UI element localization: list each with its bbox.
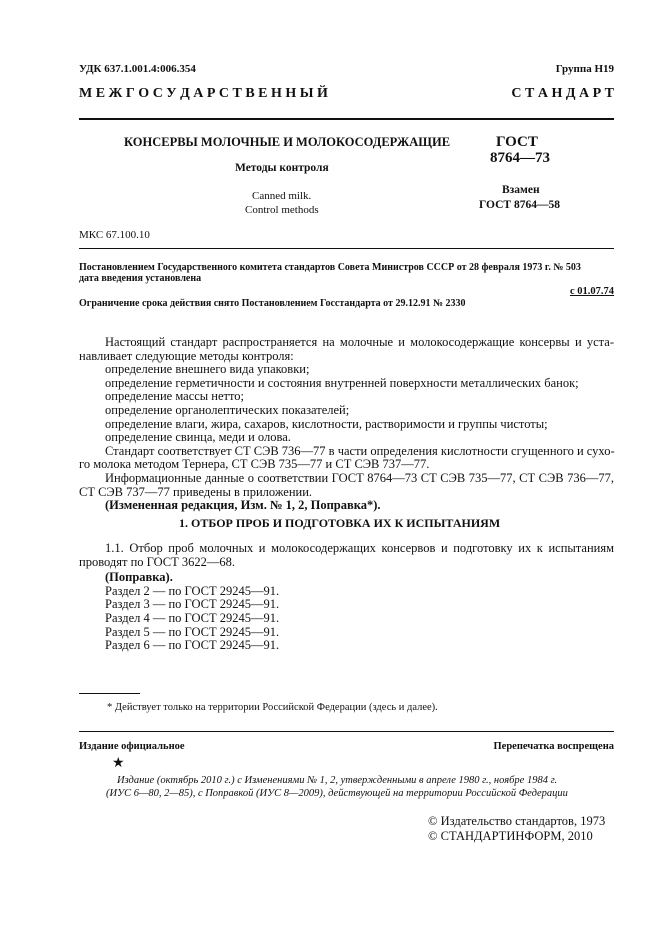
restriction-note: Ограничение срока действия снято Постановлением Госстандарта от 29.12.91 № 2330 bbox=[79, 298, 466, 309]
method-item: определение массы нетто; bbox=[105, 389, 245, 404]
intro-line2: навливает следующие методы контроля: bbox=[79, 348, 294, 363]
method-item: определение органолептических показателей; bbox=[105, 402, 350, 417]
intro-line1: Настоящий стандарт распространяется на молочные и молокосодержащие консервы и уста- bbox=[105, 335, 614, 349]
document-title: КОНСЕРВЫ МОЛОЧНЫЕ И МОЛОКОСОДЕРЖАЩИЕ bbox=[124, 135, 451, 149]
section1-heading: 1. ОТБОР ПРОБ И ПОДГОТОВКА ИХ К ИСПЫТАНИЯМ bbox=[179, 516, 501, 530]
section1-p-line2: проводят по ГОСТ 3622—68. bbox=[79, 554, 235, 569]
decree-line2: дата введения установлена bbox=[79, 273, 202, 284]
footnote: * Действует только на территории Российской Федерации (здесь и далее). bbox=[107, 702, 438, 713]
section-ref: Раздел 2 — по ГОСТ 29245—91. bbox=[105, 583, 280, 598]
official-edition: Издание официальное bbox=[79, 741, 185, 752]
method-item: определение герметичности и состояния внутренней поверхности металлических банок; bbox=[105, 375, 579, 390]
info-line1: Информационные данные о соответствии ГОСТ 8764—73 СТ СЭВ 735—77, СТ СЭВ 736—77, bbox=[105, 470, 614, 485]
section-ref: Раздел 3 — по ГОСТ 29245—91. bbox=[105, 597, 280, 612]
english-title-line2: Control methods bbox=[245, 204, 319, 216]
method-item: определение внешнего вида упаковки; bbox=[105, 362, 310, 377]
replaces-label: Взамен bbox=[502, 184, 540, 196]
info-line2: СТ СЭВ 737—77 приведены в приложении. bbox=[79, 484, 313, 499]
mks-rule bbox=[79, 248, 614, 249]
conformity-line2: го молока методом Тернера, СТ СЭВ 735—77 и СТ СЭВ 737—77. bbox=[79, 457, 430, 472]
copyright-1973: © Издательство стандартов, 1973 bbox=[428, 814, 606, 828]
section-ref: Раздел 6 — по ГОСТ 29245—91. bbox=[105, 638, 280, 653]
method-item: определение свинца, меди и олова. bbox=[105, 430, 291, 445]
section-ref: Раздел 5 — по ГОСТ 29245—91. bbox=[105, 624, 280, 639]
reprint-prohibited: Перепечатка воспрещена bbox=[493, 741, 614, 752]
section-ref: Раздел 4 — по ГОСТ 29245—91. bbox=[105, 610, 280, 625]
document-subtitle: Методы контроля bbox=[235, 162, 329, 174]
mks-code: МКС 67.100.10 bbox=[79, 229, 150, 241]
effective-date: с 01.07.74 bbox=[569, 286, 614, 297]
conformity-line1: Стандарт соответствует СТ СЭВ 736—77 в части определения кислотности сгущенного и сухо- bbox=[105, 443, 615, 458]
udk-code: УДК 637.1.001.4:006.354 bbox=[79, 63, 196, 75]
gost-label: ГОСТ bbox=[496, 134, 538, 150]
decree-line1: Постановлением Государственного комитета стандартов Совета Министров СССР от 28 февраля 1973 г. № 503 bbox=[79, 262, 581, 273]
footnote-rule bbox=[79, 693, 140, 694]
gost-number: 8764—73 bbox=[490, 150, 550, 166]
intro-section bbox=[79, 336, 614, 513]
amendment-note: (Измененная редакция, Изм. № 1, 2, Поправка*). bbox=[105, 498, 381, 513]
copyright-2010: © СТАНДАРТИНФОРМ, 2010 bbox=[428, 829, 593, 843]
group-code: Группа Н19 bbox=[555, 63, 614, 75]
section1-p-line1: 1.1. Отбор проб молочных и молокосодержащих консервов и подготовку их к испытаниям bbox=[105, 541, 614, 555]
edition-line1: Издание (октябрь 2010 г.) с Изменениями № 1, 2, утвержденными в апреле 1980 г., ноябре 1984 г. bbox=[117, 775, 558, 786]
star-icon: ★ bbox=[112, 756, 125, 771]
footer-rule bbox=[79, 731, 614, 732]
english-title-line1: Canned milk. bbox=[252, 190, 312, 202]
correction-note: (Поправка). bbox=[105, 570, 173, 585]
edition-line2: (ИУС 6—80, 2—85), с Поправкой (ИУС 8—2009), действующей на территории Российской Федерации bbox=[106, 788, 568, 799]
banner-interstate: М Е Ж Г О С У Д А Р С Т В Е Н Н Ы Й bbox=[79, 86, 328, 101]
banner-standard: С Т А Н Д А Р Т bbox=[511, 86, 614, 101]
header-rule bbox=[79, 118, 614, 120]
method-item: определение влаги, жира, сахаров, кислотности, растворимости и группы чистоты; bbox=[105, 416, 548, 431]
section1-body bbox=[79, 542, 614, 653]
replaces-value: ГОСТ 8764—58 bbox=[479, 199, 560, 211]
